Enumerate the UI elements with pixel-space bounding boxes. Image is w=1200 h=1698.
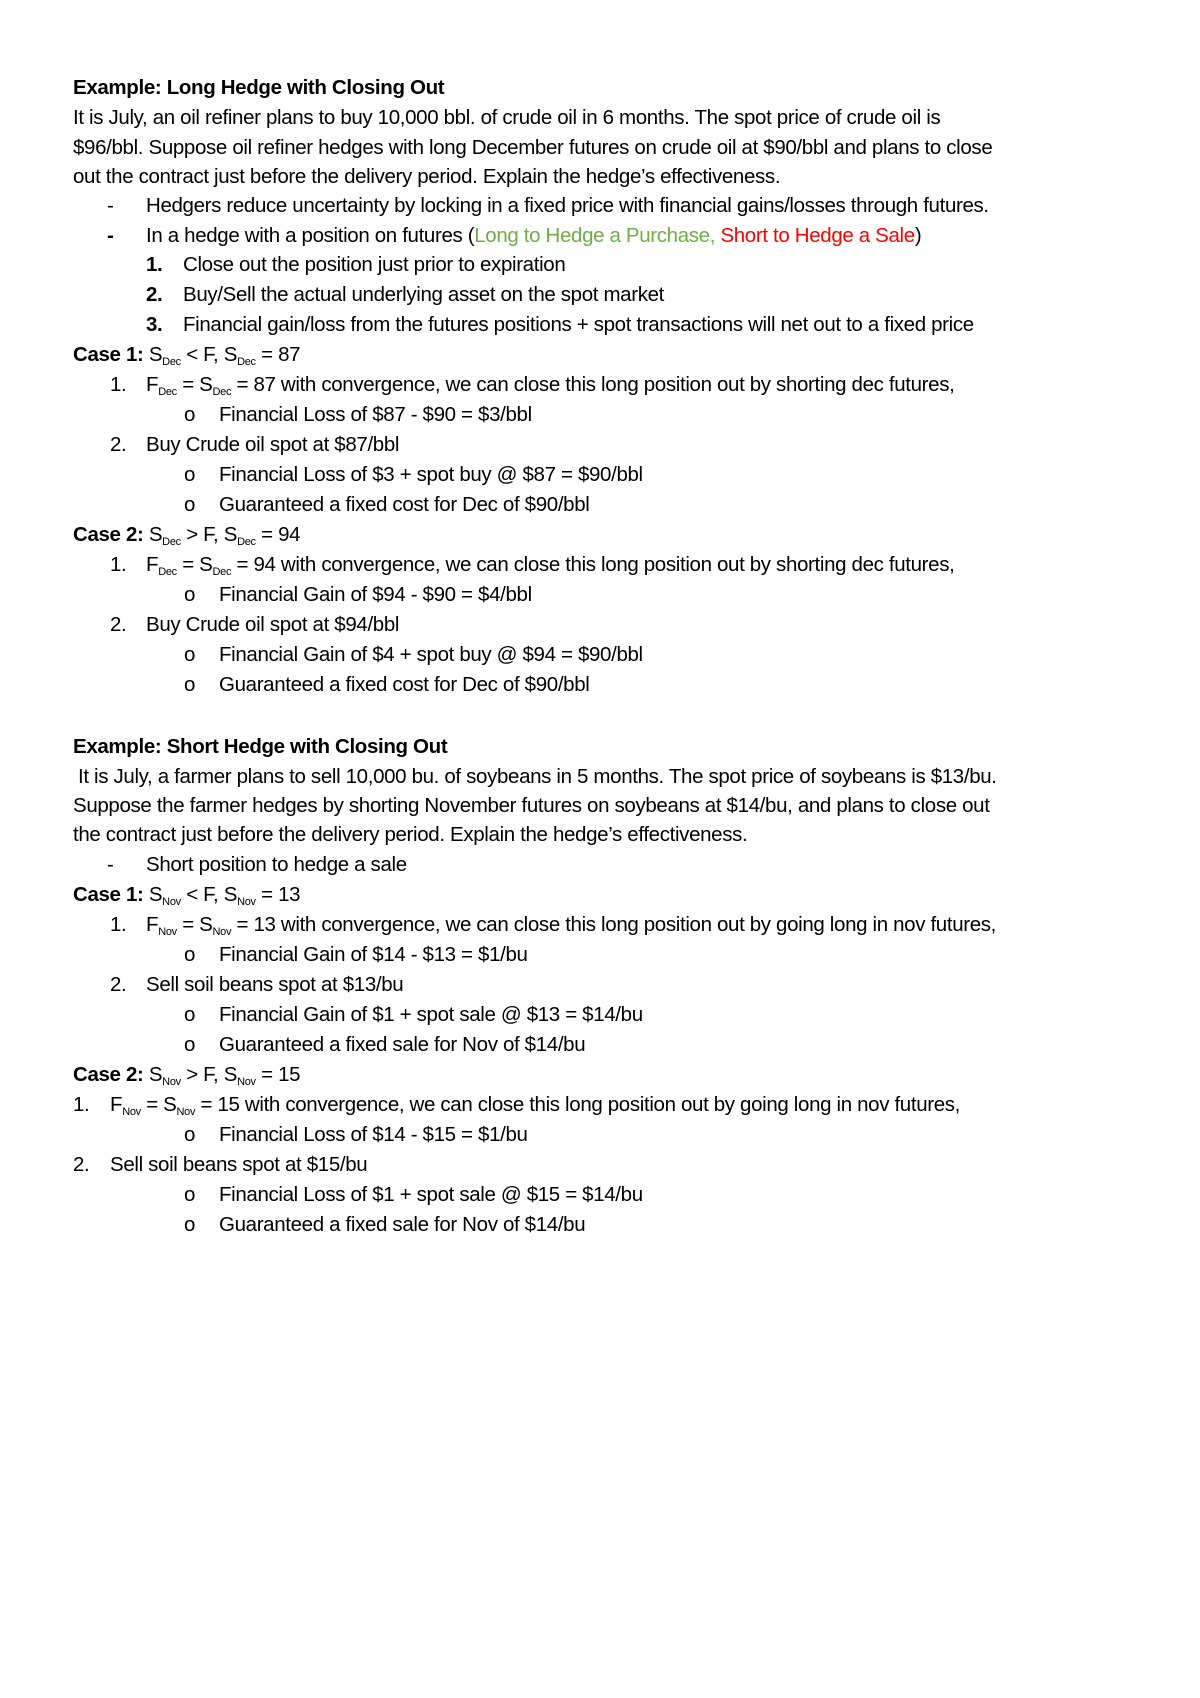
bullet-marker: o	[184, 1183, 196, 1206]
number-marker: 2.	[110, 613, 127, 636]
ex2-case2-heading: Case 2: $S_{Nov} > F$, $S_{Nov} = 15$	[73, 1063, 301, 1088]
ex2-case1-bullet: Financial Gain of $1 + spot sale @ $13 = $14/bu	[219, 1003, 643, 1026]
ex1-dash-item-hedge-position	[146, 224, 921, 248]
dash-marker: -	[107, 224, 114, 247]
ex2-case2-bullet: Guaranteed a fixed sale for Nov of $14/bu	[219, 1213, 586, 1236]
ex1-case2-item: Buy Crude oil spot at $94/bbl	[146, 613, 400, 636]
ex2-paragraph-line: Suppose the farmer hedges by shorting November futures on soybeans at $14/bu, and plans to close out	[73, 794, 990, 817]
ex2-title: Example: Short Hedge with Closing Out	[73, 735, 448, 758]
bullet-marker: o	[184, 943, 196, 966]
hedge-step: Financial gain/loss from the futures positions + spot transactions will net out to a fixed price	[183, 313, 974, 336]
dash-marker: -	[107, 194, 114, 217]
number-marker: 1.	[110, 913, 127, 936]
number-marker: 2.	[146, 283, 163, 306]
ex1-case1-bullet: Financial Loss of $87 - $90 = $3/bbl	[219, 403, 532, 426]
hedge-text: In a hedge with a position on futures (	[146, 224, 475, 247]
short-hedge-sale-text: Short to Hedge a Sale	[720, 224, 915, 247]
ex1-case2-bullet: Guaranteed a fixed cost for Dec of $90/bbl	[219, 673, 590, 696]
ex2-paragraph-line: It is July, a farmer plans to sell 10,000 bu. of soybeans in 5 months. The spot price of soybeans is $13/bu.	[78, 765, 997, 788]
hedge-step: Buy/Sell the actual underlying asset on the spot market	[183, 283, 665, 306]
bullet-marker: o	[184, 1033, 196, 1056]
ex2-case2-item: Sell soil beans spot at $15/bu	[110, 1153, 368, 1176]
ex1-case2-bullet: Financial Gain of $4 + spot buy @ $94 = $90/bbl	[219, 643, 643, 666]
ex1-case2-heading: Case 2: $S_{Dec} > F$, $S_{Dec} = 94$	[73, 523, 301, 548]
dash-marker: -	[107, 853, 114, 876]
number-marker: 1.	[73, 1093, 90, 1116]
number-marker: 1.	[110, 553, 127, 576]
case-label: Case 2:	[73, 523, 144, 546]
bullet-marker: o	[184, 1213, 196, 1236]
hedge-step: Close out the position just prior to expiration	[183, 253, 566, 276]
number-marker: 1.	[110, 373, 127, 396]
hedge-text-close: )	[914, 224, 922, 247]
ex1-paragraph-line: $96/bbl. Suppose oil refiner hedges with long December futures on crude oil at $90/bbl and plans to close	[73, 136, 993, 159]
case-label: Case 2:	[73, 1063, 144, 1086]
ex2-case2-item: $F_{Nov} = S_{Nov} = 15$ with convergence, we can close this long position out by going long in nov futures,	[110, 1093, 961, 1118]
ex1-dash-item: Hedgers reduce uncertainty by locking in a fixed price with financial gains/losses through futures.	[146, 194, 989, 217]
bullet-marker: o	[184, 1003, 196, 1026]
ex1-title: Example: Long Hedge with Closing Out	[73, 76, 445, 99]
ex1-paragraph-line: It is July, an oil refiner plans to buy 10,000 bbl. of crude oil in 6 months. The spot price of crude oil is	[73, 106, 941, 129]
long-hedge-purchase-text: Long to Hedge a Purchase,	[474, 224, 716, 247]
bullet-marker: o	[184, 673, 196, 696]
ex2-case1-heading: Case 1: $S_{Nov} < F$, $S_{Nov} = 13$	[73, 883, 301, 908]
ex1-case1-bullet: Guaranteed a fixed cost for Dec of $90/bbl	[219, 493, 590, 516]
case-label: Case 1:	[73, 343, 144, 366]
ex2-case2-bullet: Financial Loss of $1 + spot sale @ $15 = $14/bu	[219, 1183, 643, 1206]
ex2-dash-item: Short position to hedge a sale	[146, 853, 407, 876]
ex2-case1-item: Sell soil beans spot at $13/bu	[146, 973, 404, 996]
bullet-marker: o	[184, 463, 196, 486]
ex1-case2-item: $F_{Dec} = S_{Dec} = 94$ with convergence, we can close this long position out by shorting dec futures,	[146, 553, 955, 578]
case-label: Case 1:	[73, 883, 144, 906]
ex1-case1-heading: Case 1: $S_{Dec} < F$, $S_{Dec} = 87$	[73, 343, 301, 368]
bullet-marker: o	[184, 493, 196, 516]
ex2-case1-bullet: Guaranteed a fixed sale for Nov of $14/bu	[219, 1033, 586, 1056]
bullet-marker: o	[184, 643, 196, 666]
ex2-case2-bullet: Financial Loss of $14 - $15 = $1/bu	[219, 1123, 528, 1146]
ex1-case1-bullet: Financial Loss of $3 + spot buy @ $87 = $90/bbl	[219, 463, 643, 486]
number-marker: 2.	[73, 1153, 90, 1176]
ex1-case1-item: $F_{Dec} = S_{Dec} = 87$ with convergence, we can close this long position out by shorting dec futures,	[146, 373, 955, 398]
number-marker: 3.	[146, 313, 163, 336]
ex2-paragraph-line: the contract just before the delivery period. Explain the hedge’s effectiveness.	[73, 823, 748, 846]
bullet-marker: o	[184, 1123, 196, 1146]
ex2-case1-bullet: Financial Gain of $14 - $13 = $1/bu	[219, 943, 528, 966]
number-marker: 2.	[110, 973, 127, 996]
ex1-case2-bullet: Financial Gain of $94 - $90 = $4/bbl	[219, 583, 532, 606]
ex2-case1-item: $F_{Nov} = S_{Nov} = 13$ with convergence, we can close this long position out by going long in nov futures,	[146, 913, 997, 938]
bullet-marker: o	[184, 403, 196, 426]
number-marker: 1.	[146, 253, 163, 276]
number-marker: 2.	[110, 433, 127, 456]
bullet-marker: o	[184, 583, 196, 606]
ex1-paragraph-line: out the contract just before the delivery period. Explain the hedge’s effectiveness.	[73, 165, 781, 188]
ex1-case1-item: Buy Crude oil spot at $87/bbl	[146, 433, 400, 456]
